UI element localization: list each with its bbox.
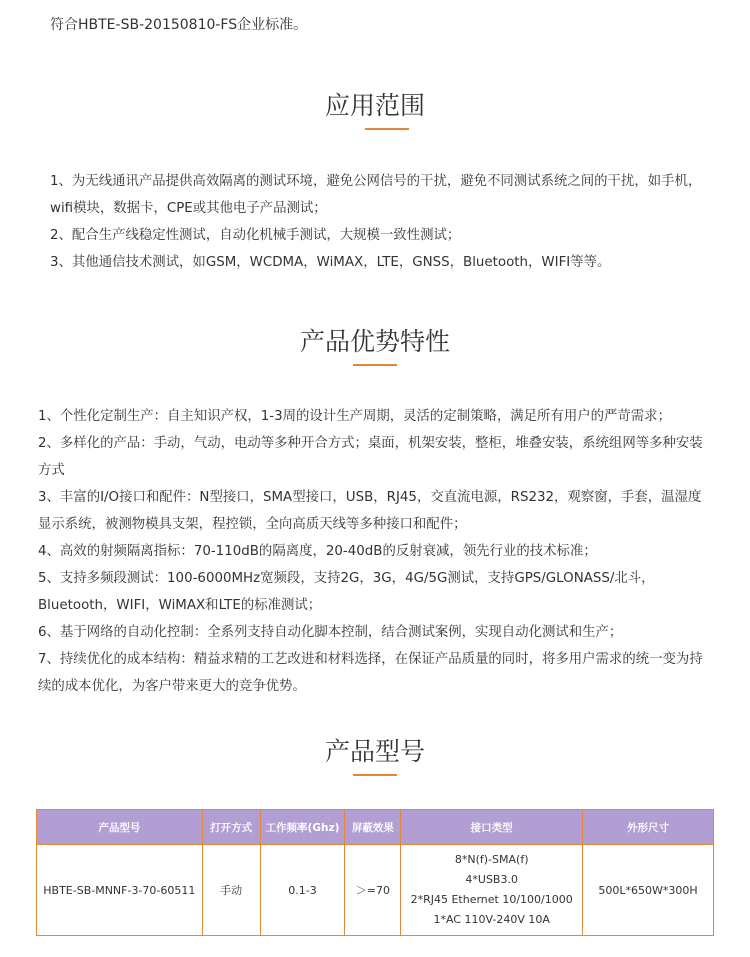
- column-header: 打开方式: [202, 810, 260, 845]
- column-header: 产品型号: [37, 810, 203, 845]
- section-title-underline: [353, 364, 397, 366]
- list-item: 4、高效的射频隔离指标：70-110dB的隔离度，20-40dB的反射衰减，领先行业的技术标准；: [38, 544, 597, 559]
- list-item: 2、多样化的产品：手动，气动，电动等多种开合方式；桌面，机架安装，整柜，堆叠安装，系统组网等多种安装方式: [38, 436, 703, 478]
- list-item: 3、其他通信技术测试，如GSM，WCDMA，WiMAX，LTE，GNSS，Bluetooth，WIFI等等。: [50, 255, 611, 270]
- shielding-cell: ＞=70: [345, 845, 401, 936]
- section-title-underline: [353, 774, 397, 776]
- scope-list: [50, 168, 712, 276]
- list-item: 2、配合生产线稳定性测试，自动化机械手测试，大规模一致性测试；: [50, 228, 461, 243]
- section-title-advantages: 产品优势特性: [299, 327, 450, 356]
- interface-item: 2*RJ45 Ethernet 10/100/1000: [410, 893, 573, 906]
- dimensions-cell: 500L*650W*300H: [583, 845, 714, 936]
- list-item: 1、个性化定制生产：自主知识产权，1-3周的设计生产周期，灵活的定制策略，满足所有用户的严苛需求；: [38, 409, 671, 424]
- model-cell: HBTE-SB-MNNF-3-70-60511: [37, 845, 203, 936]
- product-model-table: [36, 809, 714, 936]
- frequency-cell: 0.1-3: [260, 845, 345, 936]
- intro-line: 符合HBTE-SB-20150810-FS企业标准。: [50, 17, 308, 33]
- column-header: 屏蔽效果: [345, 810, 401, 845]
- advantages-list: [38, 403, 712, 700]
- list-item: 6、基于网络的自动化控制：全系列支持自动化脚本控制，结合测试案例，实现自动化测试和生产；: [38, 625, 623, 640]
- section-title-models: 产品型号: [324, 737, 425, 766]
- list-item: 5、支持多频段测试：100-6000MHz宽频段，支持2G，3G，4G/5G测试，支持GPS/GLONASS/北斗，Bluetooth，WIFI，WiMAX和LTE的标准测试；: [38, 571, 655, 613]
- list-item: 7、持续优化的成本结构：精益求精的工艺改进和材料选择，在保证产品质量的同时，将多用户需求的统一变为持续的成本优化，为客户带来更大的竞争优势。: [38, 652, 703, 694]
- table-row: [37, 845, 714, 936]
- column-header: 接口类型: [401, 810, 583, 845]
- open-method-cell: 手动: [202, 845, 260, 936]
- column-header: 工作频率(Ghz): [260, 810, 345, 845]
- interface-cell: [401, 845, 583, 936]
- list-item: 3、丰富的I/O接口和配件：N型接口，SMA型接口，USB，RJ45，交直流电源，RS232，观察窗，手套，温湿度显示系统，被测物模具支架，程控锁，全向高质天线等多种接口和配件；: [38, 490, 702, 532]
- column-header: 外形尺寸: [583, 810, 714, 845]
- table-header-row: [37, 810, 714, 845]
- section-title-underline: [365, 128, 409, 130]
- interface-item: 4*USB3.0: [465, 873, 518, 886]
- list-item: 1、为无线通讯产品提供高效隔离的测试环境，避免公网信号的干扰，避免不同测试系统之间的干扰，如手机，wifi模块，数据卡，CPE或其他电子产品测试；: [50, 174, 702, 216]
- interface-item: 1*AC 110V-240V 10A: [433, 913, 550, 926]
- interface-item: 8*N(f)-SMA(f): [454, 853, 529, 866]
- section-title-scope: 应用范围: [324, 91, 425, 120]
